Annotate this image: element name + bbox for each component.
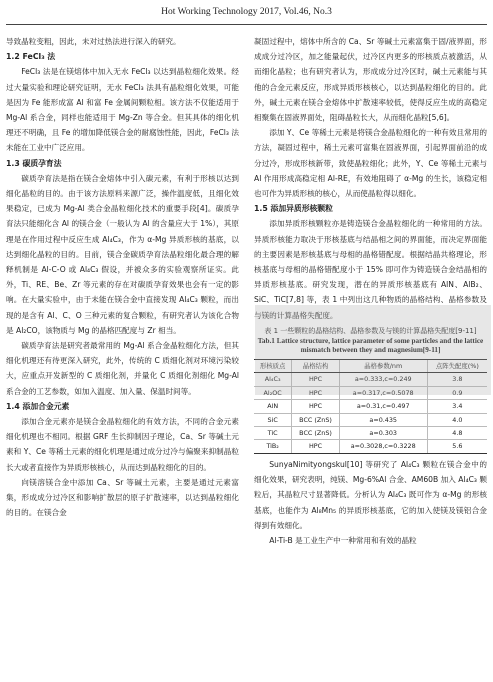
table-header-cell: 形核质点 xyxy=(254,360,292,373)
table-row xyxy=(254,427,487,440)
paragraph-carbon-2: 碳质孕育法是研究者最常用的 Mg-Al 系合金晶粒细化方法，但其细化机理还有待更深入研究，此外，传统的 C 质细化剂对环境污染较大，应重点开发新型的 C 质细化剂，并量化 C 质细化剂细化 Mg-Al 系合金的工艺参数，如加入温度、加入量、保温时间等。 xyxy=(6,341,239,396)
table-cell: HPC xyxy=(292,373,339,386)
table-cell: 3.8 xyxy=(427,373,487,386)
table-cell: a=0.317,c=0.5078 xyxy=(339,386,427,399)
table-cell: 0.9 xyxy=(427,386,487,399)
running-header: Hot Working Technology 2017, Vol.46, No.3 xyxy=(161,7,332,17)
paragraph-alloy-1: 添加合金元素亦是镁合金晶粒细化的有效方法，不同的合金元素细化机理也不相同。根据 GRF 生长抑制因子理论，Ca、Sr 等碱土元素和 Y、Ce 等稀土元素的细化机理是通过成分过冷与偏聚来抑制晶粒长大或者直接作为异质形核核心，从而达到晶粒细化的目的。 xyxy=(6,417,239,472)
table-cell: BCC (ZnS) xyxy=(292,427,339,440)
table-cell: a=0.3028,c=0.3228 xyxy=(339,440,427,453)
table-cell: BCC (ZnS) xyxy=(292,413,339,426)
table-cell: Al₄C₃ xyxy=(254,373,292,386)
paragraph-continued-2: 添加 Y、Ce 等稀土元素是将镁合金晶粒细化的一种有效且常用的方法，凝固过程中，稀土元素可富集在固液界面，引起界面前沿的成分过冷，形成形核新带，致使晶粒细化；此外，Y、Ce 等稀土元素与 Al 作用形成高稳定相 Al-RE，有效地阻碍了 α-Mg 的生长，该稳定相也可作为异质形核的核心，从而使晶粒得以细化。 xyxy=(254,128,487,199)
table-row xyxy=(254,373,487,386)
paragraph-sunya: SunyaNimityongskul[10] 等研究了 Al₄C₃ 颗粒在镁合金中的细化效果，研究表明，纯镁、Mg-6%Al 合金、AM60B 加入 Al₄C₃ 颗粒后，其晶粒尺寸显著降低。分析认为 Al₄C₃ 既可作为 α-Mg 的形核基底，也能作为 Al₈Mn₅ 的异质形核基底，它的加入使镁及镁铝合金得到有效细化。 xyxy=(254,459,487,530)
table-cell: 4.0 xyxy=(427,413,487,426)
table-cell: HPC xyxy=(292,386,339,399)
table-header-row xyxy=(254,360,487,373)
header-rule xyxy=(6,24,487,25)
paragraph-fecl3: FeCl₃ 法是在镁熔体中加入无水 FeCl₃ 以达到晶粒细化效果。经过大量实验和理论研究证明，无水 FeCl₃ 法具有晶粒细化效果，可能是因为 Fe 能形成富 Al 和富 Fe 金属间颗粒相。该方法不仅能适用于 Mg-Al 系合金，同样也能适用于 Mg-Zn 等合金。但其具体的细化机理还不明确，且 Fe 的增加降低镁合金的耐腐蚀性能，因此，FeCl₃ 法未能在工业中广泛应用。 xyxy=(6,67,239,153)
table-caption-en: Tab.1 Lattice structure, lattice parameter of some particles and the lattice mismatch between they and magnesium[9-11] xyxy=(257,336,484,355)
table-cell: 5.6 xyxy=(427,440,487,453)
right-column xyxy=(254,34,487,548)
table-cell: a=0.303 xyxy=(339,427,427,440)
table-header-cell: 晶格参数/nm xyxy=(339,360,427,373)
table-header-cell: 晶格结构 xyxy=(292,360,339,373)
table-cell: HPC xyxy=(292,400,339,413)
table-cell: SiC xyxy=(254,413,292,426)
section-heading-1-5: 1.5 添加异质形核颗粒 xyxy=(254,204,333,214)
table-cell: TiB₂ xyxy=(254,440,292,453)
table-cell: a=0.435 xyxy=(339,413,427,426)
table-row xyxy=(254,386,487,399)
paragraph-altib: Al-Ti-B 是工业生产中一种常用和有效的晶粒 xyxy=(269,535,417,545)
paragraph-intro: 导致晶粒变粗，因此，未对过热法进行深入的研究。 xyxy=(6,37,181,46)
paragraph-hetero-1: 添加异质形核颗粒亦是铸造镁合金晶粒细化的一种常用的方法。异质形核能力取决于形核基底与结晶相之间的界面能，而决定界面能的主要因素是形核基底与母相的晶格错配度。根据结晶共格理论，形核基底与母相的晶格错配度小于 15% 即可作为铸造镁合金结晶相的异质形核基底。研究发现，潜在的异质形核基底有 AlN、AlB₂、SiC、TiC[7,8] 等，表 1 中列出这几种物质的晶格结构、晶格参数及与镁的计算晶格失配度。 xyxy=(254,219,487,320)
table-cell: 4.8 xyxy=(427,427,487,440)
paragraph-alloy-2: 向镁溶镁合金中添加 Ca、Sr 等碱土元素，主要是通过元素富集，形成成分过冷区和影响扩散层的原子扩散速率，以达到晶粒细化的目的。在镁合金 xyxy=(6,477,239,518)
paragraph-carbon-1: 碳质孕育法是指在镁合金熔体中引入碳元素，有利于形核以达到细化晶粒的目的。由于该方法原料来源广泛，操作温度低，且细化效果稳定，已成为 Mg-Al 类合金晶粒细化技术的重要手段[4]。碳质孕育法只能细化含 Al 的镁合金（一般认为 Al 的含量应大于 1%），其原理是在作用过程中反应生成 Al₄C₃，作为 α-Mg 异质形核的基底，以达到细化晶粒的目的。目前，镁合金碳质孕育法晶粒细化最合理的解释机制是 Al-C-O 或 Al₄C₃ 假设，并被众多的实验观察所证实。此外，Ti、RE、Be、Zr 等元素的存在对碳质孕育效果也会有一定的影响。在大量实验中，由于未能在镁合金中直接发现 Al₄C₃ 颗粒，而出现的是含有 Al、C、O 三种元素的复合颗粒，有研究者认为该化合物是 Al₂CO，该物质与 Mg 的晶格匹配度与 Zr 相当。 xyxy=(6,173,239,335)
paragraph-continued-1: 凝固过程中，熔体中所含的 Ca、Sr 等碱土元素富集于固/液界面，形成成分过冷区，加之能量起伏，过冷区内更多的形核质点被激活，从而细化晶粒；也有研究者认为，形成成分过冷区时，碱土元素能与其他的合金元素反应，形成异质形核核心，以达到晶粒细化的目的。此外，碱土元素在镁合金熔体中扩散速率较低，使得反应生成的高稳定相聚集在固液界面处，阻碍晶粒长大，从而细化晶粒[5,6]。 xyxy=(254,37,487,123)
table-cell: AlN xyxy=(254,400,292,413)
table-cell: HPC xyxy=(292,440,339,453)
table-cell: a=0.333,c=0.249 xyxy=(339,373,427,386)
table-row xyxy=(254,440,487,453)
section-heading-1-3: 1.3 碳质孕育法 xyxy=(6,158,62,168)
table-caption-cn: 表 1 一些颗粒的晶格结构、晶格参数及与镁的计算晶格失配度[9-11] xyxy=(264,326,477,335)
table-cell: 3.4 xyxy=(427,400,487,413)
table-cell: a=0.31,c=0.497 xyxy=(339,400,427,413)
table-row xyxy=(254,413,487,426)
section-heading-1-4: 1.4 添加合金元素 xyxy=(6,401,70,411)
left-column xyxy=(6,34,239,521)
section-heading-1-2: 1.2 FeCl₃ 法 xyxy=(6,52,56,62)
table-row xyxy=(254,400,487,413)
table-cell: TiC xyxy=(254,427,292,440)
table-cell: Al₂OC xyxy=(254,386,292,399)
table-header-cell: 点阵失配度(%) xyxy=(427,360,487,373)
lattice-table xyxy=(254,359,487,454)
